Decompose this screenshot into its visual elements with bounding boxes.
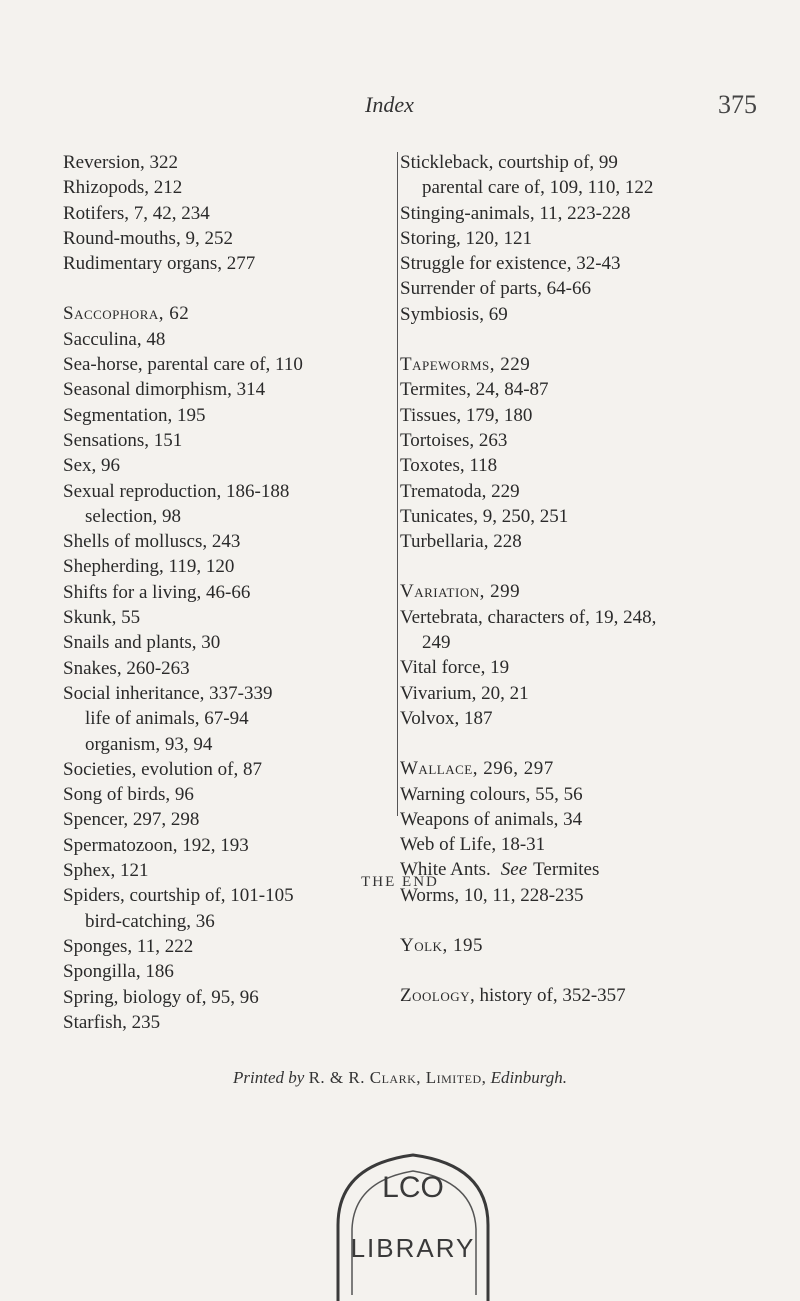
index-entry: Spring, biology of, 95, 96 [63,986,259,1008]
index-subentry: parental care of, 109, 110, 122 [422,177,654,199]
see-reference-label: See [500,859,528,881]
index-entry: Wallace, 296, 297 [400,758,554,780]
index-entry: Spiders, courtship of, 101-105 [63,885,294,907]
index-entry: Starfish, 235 [63,1011,161,1033]
index-entry: Variation, 299 [400,581,521,603]
index-entry: Saccophora, 62 [63,303,190,325]
index-entry: Societies, evolution of, 87 [63,758,262,780]
index-entry: Stickleback, courtship of, 99 [400,152,618,173]
entry-text: White Ants. [400,859,491,881]
index-entry: Storing, 120, 121 [400,227,532,249]
index-entry: Shifts for a living, 46-66 [63,581,251,603]
library-stamp [318,1145,508,1301]
index-entry: Trematoda, 229 [400,480,520,502]
index-entry: Stinging-animals, 11, 223-228 [400,202,631,224]
entry-headword: Zoology [400,985,470,1007]
index-entry: Segmentation, 195 [63,404,206,426]
section-gap [400,958,780,983]
index-entry: Round-mouths, 9, 252 [63,227,233,249]
section-gap [400,908,780,933]
index-entry: Shepherding, 119, 120 [63,556,235,578]
index-entry: Reversion, 322 [63,152,179,173]
entry-locators: , history of, 352-357 [470,985,626,1007]
index-entry: Toxotes, 118 [400,455,498,477]
index-entry: Tunicates, 9, 250, 251 [400,505,569,527]
index-entry: Spermatozoon, 192, 193 [63,834,249,856]
index-entry: Web of Life, 18-31 [400,834,546,856]
page-header [0,70,800,130]
index-entry: Weapons of animals, 34 [400,808,583,830]
index-entry [400,983,780,1008]
stamp-library-text: LIBRARY [350,1233,476,1263]
index-entry: Rudimentary organs, 277 [63,253,256,275]
index-entry: Surrender of parts, 64-66 [400,278,592,300]
the-end-text: THE END [361,874,439,890]
index-entry: Seasonal dimorphism, 314 [63,379,266,401]
printer-city: Edinburgh. [490,1068,567,1087]
index-entry: Shells of molluscs, 243 [63,531,241,553]
index-entry: Sea-horse, parental care of, 110 [63,354,303,376]
index-entry: Sphex, 121 [63,860,149,882]
index-entry: Rotifers, 7, 42, 234 [63,202,210,224]
index-entry: Struggle for existence, 32-43 [400,253,621,275]
section-gap [400,327,780,352]
index-entry: Snakes, 260-263 [63,657,190,679]
index-entry: Symbiosis, 69 [400,303,508,325]
index-entry: Skunk, 55 [63,607,141,629]
printed-by-label: Printed by [233,1068,305,1087]
index-entry: Sensations, 151 [63,429,183,451]
index-entry: Vertebrata, characters of, 19, 248, [400,606,657,628]
section-gap [400,731,780,756]
stamp-top-text: LCO [382,1171,444,1204]
index-entry: Vivarium, 20, 21 [400,682,529,704]
index-entry: Vital force, 19 [400,657,510,679]
index-subentry: life of animals, 67-94 [85,708,249,730]
section-gap [400,554,780,579]
index-entry: Tapeworms, 229 [400,354,531,376]
index-subentry: 249 [422,632,451,654]
index-entry: Turbellaria, 228 [400,531,522,553]
index-entry: Song of birds, 96 [63,784,194,806]
column-divider [397,152,398,816]
index-subentry: organism, 93, 94 [85,733,213,755]
index-entry: Yolk, 195 [400,935,483,957]
index-column-left [63,150,393,1035]
page-number: 375 [718,90,757,119]
index-entry: Spongilla, 186 [63,961,174,983]
index-subentry: bird-catching, 36 [85,910,215,932]
index-entry: Spencer, 297, 298 [63,809,200,831]
index-entry: Worms, 10, 11, 228-235 [400,884,584,906]
index-entry: Termites, 24, 84-87 [400,379,549,401]
section-gap [63,276,393,301]
index-entry: Tissues, 179, 180 [400,404,533,426]
index-entry: Sacculina, 48 [63,328,166,350]
see-reference-target: Termites [533,859,600,881]
index-entry: Social inheritance, 337-339 [63,682,273,704]
index-entry: Sexual reproduction, 186-188 [63,480,290,502]
index-entry: Sponges, 11, 222 [63,935,194,957]
index-entry: Snails and plants, 30 [63,632,221,654]
index-subentry: selection, 98 [85,505,182,527]
index-entry: Tortoises, 263 [400,429,508,451]
printer-imprint [0,1068,800,1088]
index-entry: Rhizopods, 212 [63,177,183,199]
index-entry: Volvox, 187 [400,707,493,729]
index-entry: Sex, 96 [63,455,120,477]
index-entry: Warning colours, 55, 56 [400,783,583,805]
running-title: Index [365,92,414,117]
printer-name: R. & R. Clark, Limited, [308,1068,487,1087]
